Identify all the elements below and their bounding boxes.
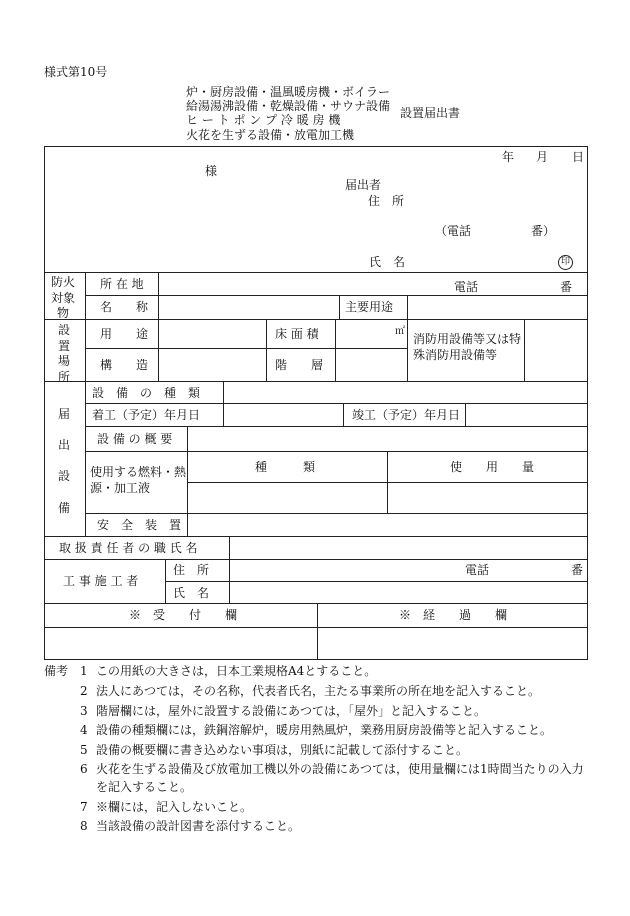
- rule: [407, 319, 408, 381]
- note-num: 4: [80, 723, 88, 737]
- end-date-label: 竣工（予定）年月日: [352, 408, 461, 422]
- target-group-label: 防火対象物: [50, 275, 75, 321]
- start-date-label: 着工（予定）年月日: [92, 408, 201, 422]
- fire-equipment-label: 消防用設備等又は特殊消防用設備等: [413, 332, 522, 362]
- note-num: 7: [80, 800, 88, 814]
- note-text: 火花を生ずる設備及び放電加工機以外の設備にあつては，使用量欄には1時間当たりの入力: [96, 762, 584, 776]
- rule: [85, 403, 587, 404]
- rule: [229, 559, 230, 603]
- applicant-address-label: 住 所: [368, 194, 405, 208]
- site-group-label: 設置場所: [57, 323, 70, 384]
- seal-icon: 印: [558, 255, 573, 270]
- equipment-type-label: 設 備 の 種 類: [92, 386, 201, 400]
- note-text: この用紙の大きさは，日本工業規格A4とすること。: [96, 664, 377, 678]
- date-day: 日: [572, 150, 585, 164]
- m2-unit: ㎡: [395, 326, 405, 337]
- rule: [45, 381, 587, 382]
- structure-label: 構 造: [100, 358, 149, 372]
- rule: [85, 426, 587, 427]
- note-text: ※欄には，記入しないこと。: [96, 800, 253, 814]
- rule: [387, 451, 388, 513]
- note-text: 法人にあつては，その名称，代表者氏名，主たる事業所の所在地を記入すること。: [96, 684, 541, 698]
- note-text: 設備の種類欄には，鉄鋼溶解炉，暖房用熱風炉，業務用厨房設備等と記入すること。: [96, 723, 553, 737]
- title-line-4: 火花を生ずる設備・放電加工機: [186, 128, 355, 142]
- target-phone-label: 電話: [454, 280, 479, 294]
- target-location-label: 所 在 地: [100, 277, 144, 291]
- note-num: 8: [80, 819, 88, 833]
- date-month: 月: [536, 150, 549, 164]
- applicant-name-label: 氏 名: [369, 255, 406, 269]
- contractor-phone-ban: 番: [571, 563, 584, 577]
- rule: [85, 295, 587, 296]
- note-text: 設備の概要欄に書き込めない事項は，別紙に記載して添付すること。: [96, 743, 469, 757]
- rule: [465, 403, 466, 426]
- rule: [165, 559, 166, 603]
- floor-area-label: 床 面 積: [275, 327, 319, 341]
- rule: [524, 319, 525, 381]
- progress-label: ※ 経 過 欄: [399, 608, 508, 622]
- addressee-suffix: 様: [205, 164, 218, 178]
- target-phone-ban: 番: [560, 280, 573, 294]
- rule: [266, 319, 267, 381]
- contractor-address-label: 住 所: [173, 563, 210, 577]
- target-name-label: 名 称: [100, 300, 149, 314]
- note-num: 2: [80, 684, 88, 698]
- rule: [45, 272, 587, 273]
- note-num: 6: [80, 762, 88, 776]
- floor-label: 階 層: [275, 358, 324, 372]
- rule: [45, 603, 587, 604]
- safety-label: 安 全 装 置: [97, 518, 182, 532]
- note-text: 当該設備の設計図書を添付すること。: [96, 819, 301, 833]
- rule: [229, 536, 230, 559]
- rule: [407, 295, 408, 319]
- reception-label: ※ 受 付 欄: [129, 608, 238, 622]
- contractor-name-label: 氏 名: [173, 586, 210, 600]
- rule: [85, 451, 587, 452]
- note-num: 1: [80, 664, 88, 678]
- note-text: 階層欄には，屋外に設置する設備にあつては，「屋外」と記入すること。: [96, 704, 487, 718]
- contractor-phone-label: 電話: [465, 563, 490, 577]
- rule: [317, 603, 318, 659]
- applicant-label: 届出者: [345, 178, 382, 192]
- note-num: 3: [80, 704, 88, 718]
- notes-label: 備考: [44, 664, 69, 678]
- rule: [339, 295, 340, 319]
- main-use-label: 主要用途: [345, 300, 394, 314]
- contractor-label: 工 事 施 工 者: [63, 574, 139, 588]
- title-line-2: 給湯湯沸設備・乾燥設備・サウナ設備: [186, 99, 391, 113]
- rule: [335, 319, 336, 381]
- form-frame: [44, 146, 588, 660]
- seal-mark: [558, 254, 573, 270]
- rule: [45, 559, 587, 560]
- fuel-label: 使用する燃料・熱源・加工液: [90, 465, 187, 495]
- title-line-1: 炉・厨房設備・温風暖房機・ボイラー: [186, 85, 391, 99]
- note-num: 5: [80, 743, 88, 757]
- usage-header: 使 用 量: [450, 460, 535, 474]
- rule: [85, 513, 587, 514]
- rule: [45, 536, 587, 537]
- rule: [343, 403, 344, 426]
- overview-label: 設 備 の 概 要: [97, 432, 173, 446]
- rule: [187, 426, 188, 536]
- equipment-group-label: 届出設備: [57, 407, 70, 515]
- manager-label: 取 扱 責 任 者 の 職 氏 名: [59, 541, 198, 555]
- rule: [85, 272, 86, 536]
- applicant-phone-label: （電話 番）: [435, 224, 556, 238]
- title-suffix: 設置届出書: [400, 106, 461, 120]
- rule: [158, 272, 159, 381]
- form-number: 様式第10号: [44, 65, 108, 79]
- rule: [45, 627, 587, 628]
- note-text-continued: を記入すること。: [96, 780, 193, 794]
- date-year: 年: [502, 150, 515, 164]
- site-use-label: 用 途: [100, 327, 149, 341]
- rule: [85, 348, 407, 349]
- rule: [223, 381, 224, 426]
- title-line-3: ヒ ー ト ポ ン プ 冷 暖 房 機: [186, 113, 341, 127]
- kind-header: 種 類: [255, 460, 316, 474]
- rule: [45, 319, 587, 320]
